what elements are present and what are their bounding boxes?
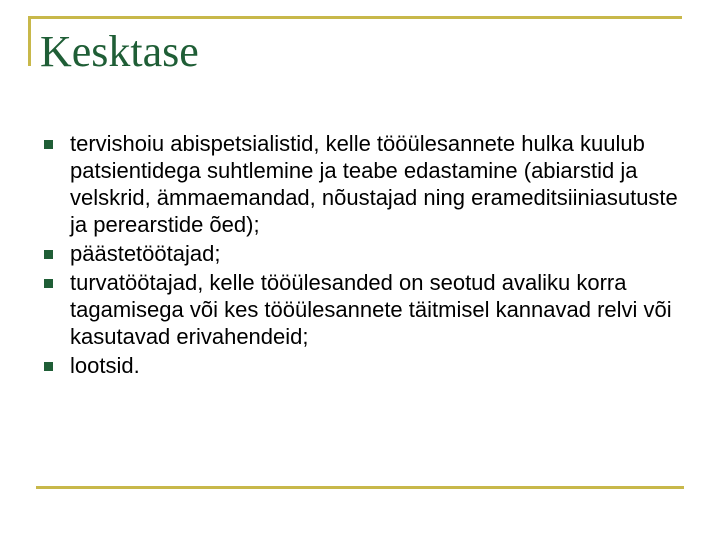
bullet-item-4	[44, 352, 684, 379]
frame-top-line	[28, 16, 682, 19]
frame-vertical-line	[28, 16, 31, 66]
square-bullet-icon	[44, 250, 53, 259]
bullet-text-1: tervishoiu abispetsialistid, kelle tööülesannete hulka kuulub patsientidega suhtlemine ja teabe edastamine (abiarstid ja velskrid, ämmaemandad, nõustajad ning erameditsiiniasutuste ja perearstide õed);	[70, 131, 678, 237]
bullet-text-3: turvatöötajad, kelle tööülesanded on seotud avaliku korra tagamisega või kes tööülesannete täitmisel kannavad relvi või kasutavad erivahendeid;	[70, 270, 672, 349]
bullet-list	[44, 130, 684, 381]
square-bullet-icon	[44, 279, 53, 288]
bullet-text-4: lootsid.	[70, 353, 140, 378]
bullet-text-2: päästetöötajad;	[70, 241, 221, 266]
square-bullet-icon	[44, 140, 53, 149]
bullet-item-1	[44, 130, 684, 238]
square-bullet-icon	[44, 362, 53, 371]
bullet-item-3	[44, 269, 684, 350]
bottom-divider-line	[36, 486, 684, 489]
slide-title: Kesktase	[40, 27, 199, 76]
bullet-item-2	[44, 240, 684, 267]
